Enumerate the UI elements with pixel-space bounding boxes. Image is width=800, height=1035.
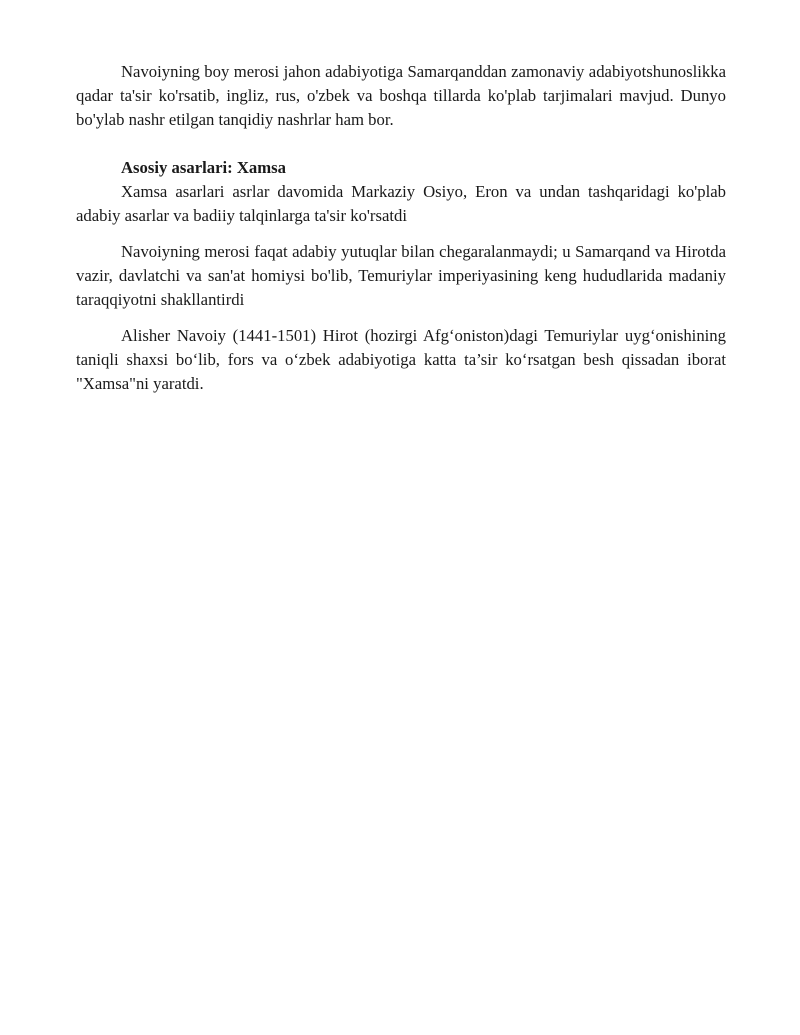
paragraph-statesman: Navoiyning merosi faqat adabiy yutuqlar bilan chegaralanmaydi; u Samarqand va Hirotda vazir, davlatchi va san'at homiysi bo'lib, Temuriylar imperiyasining keng hududlarida madaniy taraqqiyotni shakllantirdi [76,242,726,309]
document-body [76,60,726,396]
section-heading: Asosiy asarlari: Xamsa [121,158,287,177]
paragraph-legacy: Navoiyning boy merosi jahon adabiyotiga Samarqanddan zamonaviy adabiyotshunoslikka qadar ta'sir ko'rsatib, ingliz, rus, o'zbek va boshqa tillarda ko'plab tarjimalari mavjud. Dunyo bo'ylab nashr etilgan tanqidiy nashrlar ham bor. [76,62,726,129]
paragraph-xamsa-influence: Xamsa asarlari asrlar davomida Markaziy Osiyo, Eron va undan tashqaridagi ko'plab adabiy asarlar va badiiy talqinlarga ta'sir ko'rsatdi [76,182,726,225]
paragraph-biography: Alisher Navoiy (1441-1501) Hirot (hozirgi Afg‘oniston)dagi Temuriylar uyg‘onishining taniqli shaxsi bo‘lib, fors va o‘zbek adabiyotiga katta ta’sir ko‘rsatgan besh qissadan iborat "Xamsa"ni yaratdi. [76,326,726,393]
